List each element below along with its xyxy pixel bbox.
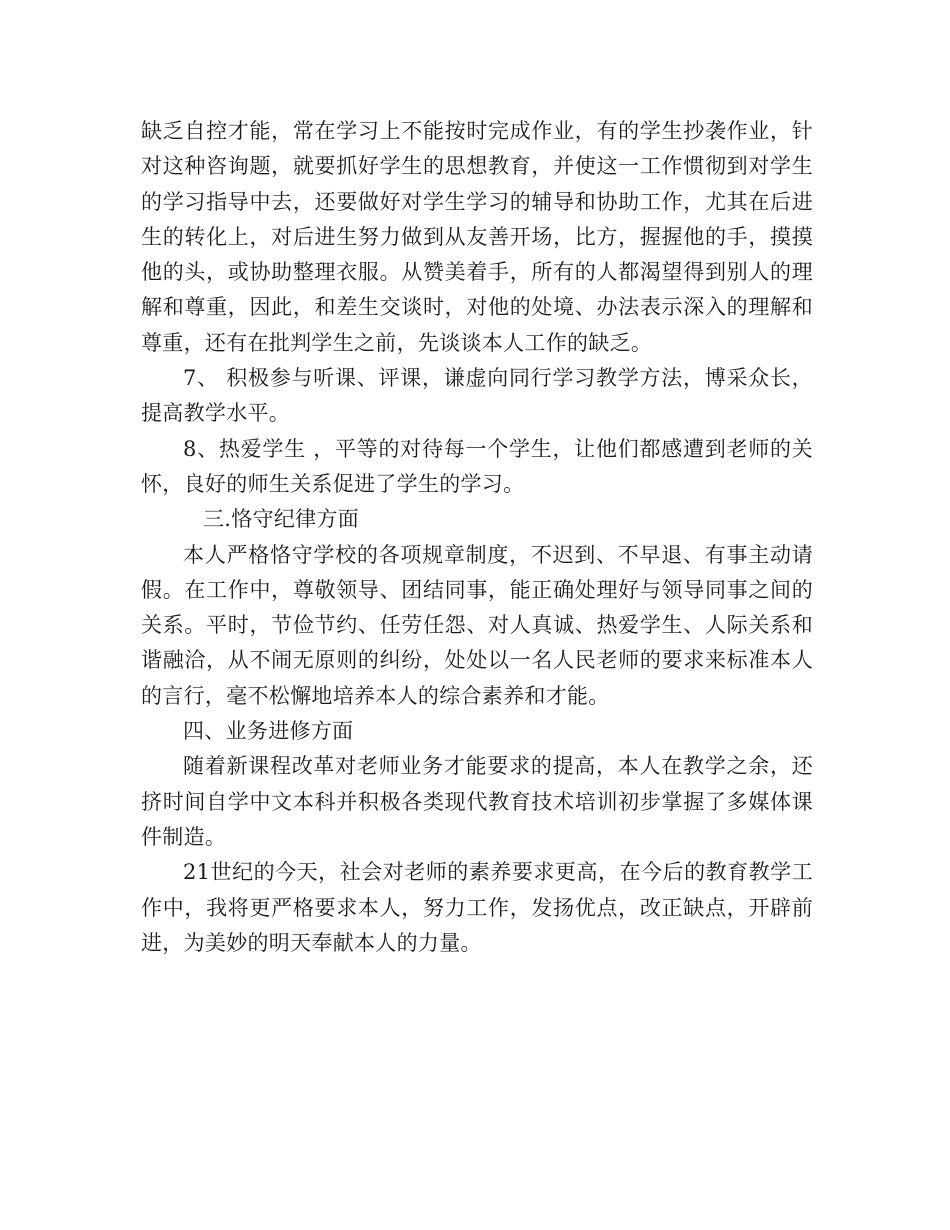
- paragraph-continuation: 缺乏自控才能，常在学习上不能按时完成作业，有的学生抄袭作业，针对这种咨询题，就要抓好学生的思想教育，并使这一工作惯彻到对学生的学习指导中去，还要做好对学生学习的辅导和协助工作，尤其在后进生的转化上，对后进生努力做到从友善开场，比方，握握他的手，摸摸他的头，或协助整理衣服。从赞美着手，所有的人都渴望得到别人的理解和尊重，因此，和差生交谈时，对他的处境、办法表示深入的理解和尊重，还有在批判学生之前，先谈谈本人工作的缺乏。: [141, 119, 813, 355]
- paragraph-professional-development: 随着新课程改革对老师业务才能要求的提高，本人在教学之余，还挤时间自学中文本科并积极各类现代教育技术培训初步掌握了多媒体课件制造。: [141, 754, 813, 849]
- section-heading-professional-development: 四、业务进修方面: [183, 719, 354, 744]
- document-body: [141, 114, 813, 961]
- paragraph-discipline: 本人严格恪守学校的各项规章制度，不迟到、不早退、有事主动请假。在工作中，尊敬领导、团结同事，能正确处理好与领导同事之间的关系。平时，节俭节约、任劳任怨、对人真诚、热爱学生、人际关系和谐融洽，从不闹无原则的纠纷，处处以一名人民老师的要求来标准本人的言行，毫不松懈地培养本人的综合素养和才能。: [141, 542, 813, 708]
- paragraph-conclusion: 21世纪的今天，社会对老师的素养要求更高，在今后的教育教学工作中，我将更严格要求本人，努力工作，发扬优点，改正缺点，开辟前进，为美妙的明天奉献本人的力量。: [141, 860, 813, 955]
- paragraph-item-8: 8、热爱学生 ，平等的对待每一个学生，让他们都感遭到老师的关怀，良好的师生关系促进了学生的学习。: [141, 436, 813, 496]
- paragraph-item-7: 7、 积极参与听课、评课，谦虚向同行学习教学方法，博采众长，提高教学水平。: [141, 366, 813, 426]
- section-heading-discipline: 三.恪守纪律方面: [203, 507, 360, 532]
